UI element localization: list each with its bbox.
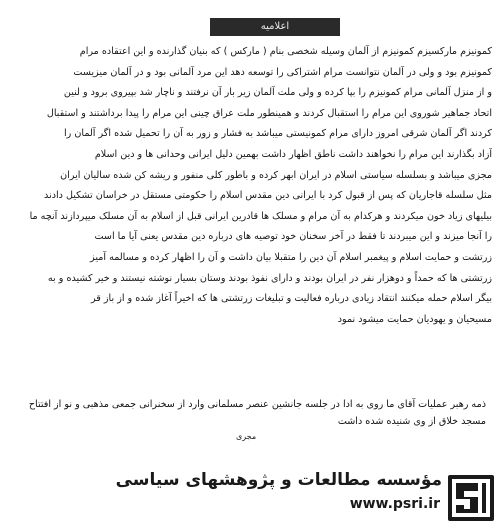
closing-line: ذمه رهبر عملیات آقای ما روی به ادا در جلسه جانشین عنصر مسلمانی وارد از سخنرانی جمعی مذهبی و نو از افتتاح (28, 399, 486, 410)
logo-svg (448, 475, 494, 521)
body-line: زرتشت و حمایت اسلام و پیغمبر اسلام آن دین را متقبلا بیان داشت و آن را اظهار کرده و مسالمه آمیز (90, 251, 492, 263)
closing-line: مسجد خلاق از وی شنیده شده داشت (337, 416, 486, 427)
body-line: کمونیزم بود و ولی در آلمان نتوانست مرام اشتراکی را توسعه دهد این مرد آلمانی بود و در آلمان میزیست (73, 66, 492, 78)
watermark-footer (0, 462, 500, 525)
body-line: آزاد بگذارند این مرام را نخواهند داشت ناطق اظهار داشت بهمین دلیل ایرانی وحدانی ها و دین اسلام (94, 148, 492, 160)
body-line: اتحاد جماهیر شوروی این مرام را استقبال کردند و همینطور ملت عراق چینی این مرام را پیدا برداشتند و استقبال (46, 107, 492, 119)
body-line: بیگر اسلام حمله میکنند انتقاد زیادی درباره فعالیت و تبلیغات زرتشتی ها که اخیراً آغاز شده و از باز قر (91, 293, 492, 305)
body-line: مثل سلسله قاجاریان که پس از قبول کرد با ایرانی دین مقدس اسلام را حکومتی مستقل در خراسان تشکیل دادند (44, 190, 492, 202)
body-line: کمونیزم مارکسیزم کمونیزم از آلمان وسیله شخصی بنام ( مارکس ) که بنیان گذارنده و این اعتقاده مرام (79, 46, 492, 57)
heading-text: اعلامیه (260, 21, 290, 32)
body-line: مجزی میباشد و بسلسله سیاستی اسلام در ایران ابهر کرده و باطور کلی منفور و ریشه کن شده سالیان ایران (60, 169, 492, 181)
body-line: بیلیهای زیاد خون میکردند و هرکدام به آن مرام و مسلک ها قادرین ایرانی قبل از اسلام به آن مسلک میپردازند آنچه ما (29, 210, 492, 222)
body-line: زرتشتی ها که حمداً و دوهزار نفر در ایران بودند و دارای نفوذ بودند وستان بسیار نوشته نیستند و خیر کشیده و به (47, 272, 492, 284)
body-line: و از منزل آلمانی مرام کمونیزم را بپا کرده و ولی ملت آلمان زیر بار آن نرفتند و ناچار شد بپیروی برود و لنین (63, 87, 492, 99)
body-line: را آنجا میزند و این میبردند تا فقط در آخر سخنان خود توصیه های درباره دین مقدس یعنی آیا ما است (94, 231, 492, 243)
institute-name: مؤسسه مطالعات و پژوهشهای سیاسی (115, 470, 442, 490)
document-heading (210, 18, 340, 36)
institute-url[interactable]: www.psri.ir (349, 496, 440, 512)
document-signature: مجری (236, 432, 257, 441)
document-body (6, 42, 492, 330)
document-closing (16, 396, 486, 430)
body-line: کردند اگر آلمان شرقی امروز دارای مرام کمونیستی میباشد به فشار و زور به آن را تحمیل شده اگر آلمان را (64, 128, 492, 140)
body-line: مسیحیان و یهودیان حمایت میشود نمود (337, 313, 492, 325)
institute-logo-icon (448, 475, 494, 521)
